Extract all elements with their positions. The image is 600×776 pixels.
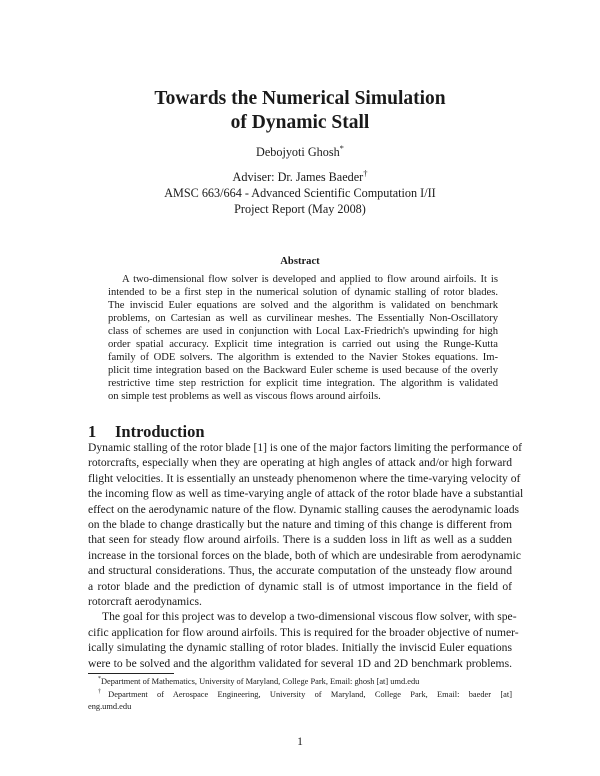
- paragraph-line: rotorcraft aerodynamics.: [88, 595, 202, 608]
- footnote-mark: †: [98, 689, 109, 696]
- abstract-line: on simple test problems as well as viscous flows around airfoils.: [108, 391, 381, 402]
- abstract-line: family of ODE solvers. The algorithm is extended to the Navier Stokes equations. Im-: [108, 352, 498, 363]
- paragraph-line: the incoming flow as well as time-varying angle of attack of the rotor blade have a substantial: [88, 487, 524, 501]
- paragraph-line: and structural considerations. Thus, the accurate computation of the unsteady flow around: [88, 564, 512, 578]
- section-title: Introduction: [115, 422, 205, 441]
- paragraph-line: that seen for steady flow around airfoils. There is a sudden loss in lift as well as a sudden: [88, 533, 512, 547]
- abstract-line: problems, on Cartesian as well as curvilinear meshes. The Essentially Non-Oscillatory: [108, 313, 498, 324]
- paragraph-line: effect on the aerodynamic nature of the flow. Dynamic stalling causes the aerodynamic loads: [88, 502, 520, 516]
- paragraph-line: Dynamic stalling of the rotor blade [1] is one of the major factors limiting the performance of: [88, 441, 522, 454]
- abstract-line: The inviscid Euler equations are solved and the algorithm is validated on benchmark: [108, 300, 498, 311]
- abstract-line: class of schemes are used in conjunction with Local Lax-Friedrich's upwinding for high: [108, 326, 498, 337]
- footnote-2: [98, 690, 512, 699]
- abstract-line: restrictive time step restriction for explicit time integration. The algorithm is validated: [108, 378, 498, 389]
- footnote-rule: [88, 673, 174, 674]
- footnote-text: Department of Mathematics, University of Maryland, College Park, Email: ghosh [at] umd.edu: [100, 677, 420, 686]
- adviser-text: Adviser: Dr. James Baeder: [232, 170, 364, 184]
- footnote-text: Department of Aerospace Engineering, University of Maryland, College Park, Email: baeder [at]: [108, 690, 512, 699]
- paragraph-line: flight velocities. It is essentially an unsteady phenomenon where the time-varying velocity of: [88, 471, 521, 485]
- paragraph-line: on the blade to change drastically but the nature and timing of this change is different from: [88, 518, 512, 531]
- abstract-line: order spatial accuracy. Explicit time integration is carried out using the Runge-Kutta: [108, 339, 498, 350]
- adviser: [0, 167, 600, 185]
- page-number: 1: [297, 735, 303, 748]
- section-heading: [88, 422, 205, 442]
- footnote-mark: *: [98, 676, 101, 683]
- report-date: Project Report (May 2008): [234, 202, 366, 216]
- author: [0, 142, 600, 160]
- abstract-line: plicit time integration based on the Backward Euler scheme is used because of the overly: [108, 365, 498, 376]
- paper-title-line-2: of Dynamic Stall: [230, 112, 370, 133]
- paragraph-line: were to be solved and the algorithm validated for several 1D and 2D benchmark problems.: [88, 656, 512, 670]
- paper-title-line-1: Towards the Numerical Simulation: [154, 88, 446, 109]
- section-number: 1: [88, 422, 97, 441]
- author-footnote-mark: *: [339, 142, 344, 153]
- footnote-1: [98, 677, 419, 686]
- course: AMSC 663/664 - Advanced Scientific Computation I/II: [164, 186, 436, 200]
- author-name: Debojyoti Ghosh: [256, 145, 340, 159]
- adviser-footnote-mark: †: [363, 167, 368, 178]
- abstract-line: A two-dimensional flow solver is developed and applied to flow around airfoils. It is: [122, 274, 498, 285]
- abstract-heading: Abstract: [280, 256, 320, 267]
- paragraph-line: rotorcrafts, especially when they are operating at high angles of attack and/or high forward: [88, 456, 512, 470]
- footnote-2-continued: eng.umd.edu: [88, 702, 132, 711]
- abstract-line: intended to be a first step in the numerical solution of dynamic stalling of rotor blades.: [108, 287, 498, 298]
- paragraph-line: The goal for this project was to develop a two-dimensional viscous flow solver, with spe-: [102, 610, 517, 624]
- paragraph-line: cific application for flow around airfoils. This is required for the broader objective of numer-: [88, 625, 519, 639]
- paragraph-line: increase in the torsional forces on the blade, both of which are undesirable from aerodynamic: [88, 548, 521, 562]
- paragraph-line: ically simulating the dynamic stalling of rotor blades. Initially the inviscid Euler equations: [88, 641, 512, 655]
- paragraph-line: a rotor blade and the prediction of dynamic stall is of utmost importance in the field of: [88, 579, 512, 593]
